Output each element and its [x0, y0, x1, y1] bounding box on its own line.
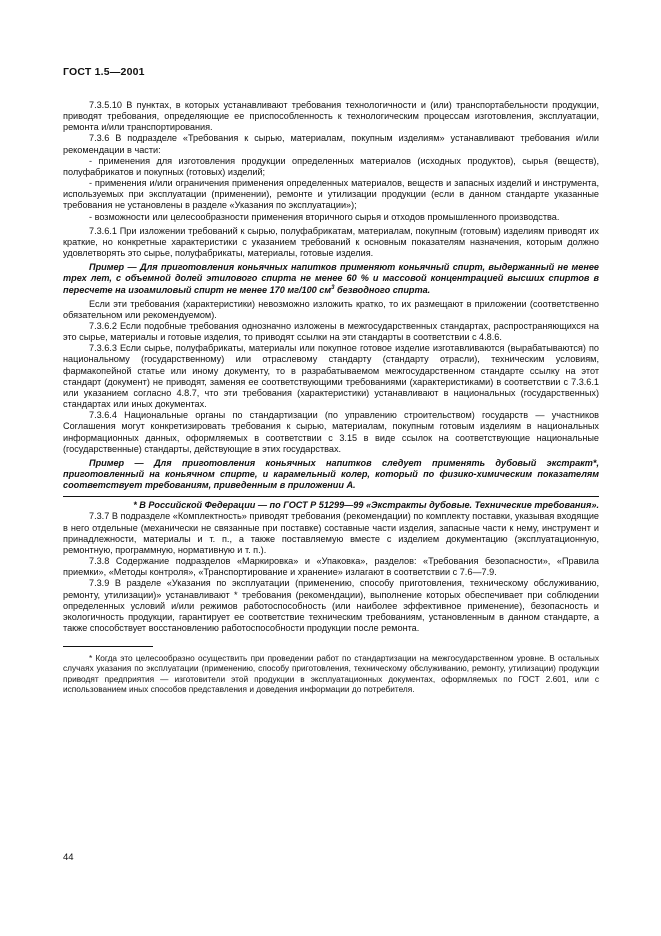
example-tail: безводного спирта. [334, 284, 431, 295]
document-body [63, 100, 599, 694]
paragraph: 7.3.5.10 В пунктах, в которых устанавливают требования технологичности и (или) транспортабельности продукции, приводят требования, определяющие ее приспособленность к технологическим процессам изготовления, эксплуатации, ремонта и/или транспортирования. [63, 100, 599, 133]
divider-line [63, 496, 599, 497]
list-item: - возможности или целесообразности применения вторичного сырья и отходов промышленного производства. [89, 211, 560, 222]
example-text: Пример — Для приготовления коньячных напитков применяют коньячный спирт, выдержанный не менее трех лет, с объемной долей этилового спирта не менее 60 % и массовой концентрацией высших спиртов в пересчете на изоамиловый спирт не менее 170 мг/100 см [63, 262, 599, 295]
paragraph: 7.3.9 В разделе «Указания по эксплуатации (применению, способу приготовления, техническому обслуживанию, ремонту, утилизации)» устанавливают * требования (рекомендации), выполнение которых обеспечивает при соблюдении определенных условий и/или режимов работоспособность (или наиболее эффективное применение), безопасность и экологичность продукции, гарантирует ее соответствие техническим требованиям, установленным в данном стандарте, а также способствует восстановлению работоспособности продукции после ремонта. [63, 578, 599, 634]
page-number: 44 [63, 852, 74, 863]
footnote [63, 653, 599, 694]
example-block [63, 262, 599, 295]
list-item: - применения и/или ограничения применения определенных материалов, веществ и запасных изделий и инструмента, используемых при эксплуатации (применении), ремонте и утилизации продукции (если в данном стандарте указанные требования не установлены в разделе «Указания по эксплуатации»); [63, 178, 599, 211]
list-item: - применения для изготовления продукции определенных материалов (исходных продуктов), сырья (веществ), полуфабрикатов и покупных (готовых) изделий; [63, 155, 599, 177]
paragraph: Если эти требования (характеристики) невозможно изложить кратко, то их размещают в приложении (соответственно обязательном или рекомендуемом). [63, 298, 599, 320]
paragraph: 7.3.6.3 Если сырье, полуфабрикаты, материалы или покупное готовое изделие изготавливаются (вырабатываются) по национальному (государственному) или отраслевому стандарту (стандарту отрасли), техническим условиям, фармакопейной статье или иному документу, то в разрабатываемом межгосударственном стандарте ссылку на этот стандарт (документ) не приводят, заменяя ее соответствующими требованиями (характеристиками) в соответствии с 7.3.6.1 или указанием согласно 4.8.7, что эти требования (характеристики) устанавливают в национальных (государственных) стандартах или иных документах. [63, 343, 599, 410]
paragraph: 7.3.6.1 При изложении требований к сырью, полуфабрикатам, материалам, покупным (готовым) изделиям приводят их краткие, но конкретные характеристики с указанием требований к основным показателям назначения, которым должно удовлетворять это сырье, полуфабрикаты, материалы, готовые изделия. [63, 225, 599, 259]
example-superscript: 3 [331, 284, 335, 291]
example-block: Пример — Для приготовления коньячных напитков следует применять дубовый экстракт*, приготовленный на коньячном спирте, и карамельный колер, который по физико-химическим показателям соответствует требованиям, приведенным в приложении А. [63, 457, 599, 491]
paragraph: 7.3.6 В подразделе «Требования к сырью, материалам, покупным изделиям» устанавливают требования и/или рекомендации в части: [63, 133, 599, 155]
paragraph: 7.3.8 Содержание подразделов «Маркировка» и «Упаковка», разделов: «Требования безопасности», «Правила приемки», «Методы контроля», «Транспортирование и хранение» излагают в соответствии с 7.6—7.9. [63, 556, 599, 578]
paragraph: 7.3.6.2 Если подобные требования однозначно изложены в межгосударственных стандартах, распространяющихся на это сырье, материалы и готовые изделия, то приводят ссылки на эти стандарты в соответствии с 4.8.6. [63, 320, 599, 343]
paragraph: 7.3.6.4 Национальные органы по стандартизации (по управлению строительством) государств — участников Соглашения могут конкретизировать требования к сырью, материалам, покупным готовым изделиям в национальных информационных данных, оформляемых в соответствии с 3.15 в виде ссылок на соответствующие национальные (государственные) стандарты, действующие в этих государствах. [63, 410, 599, 454]
footnote-text: * Когда это целесообразно осуществить при проведении работ по стандартизации на межгосударственном уровне. В остальных случаях указания по эксплуатации (применению, способу приготовления, техническому обслуживанию, ремонту, утилизации) продукции приводят предприятия — изготовители этой продукции в эксплуатационных документах, оформляемых по ГОСТ 2.601, или с использованием иных способов представления и доведения информации до потребителя. [63, 653, 599, 695]
paragraph: 7.3.7 В подразделе «Комплектность» приводят требования (рекомендации) по комплекту поставки, указывая входящие в него отдельные (механически не связанные при поставке) составные части изделия, запасные части к нему, инструмент и принадлежности, материалы и т. п., а также поставляемую вместе с изделием документацию (эксплуатационную, ремонтную, программную, нормативную и т. п.). [63, 511, 599, 555]
inline-footnote: * В Российской Федерации — по ГОСТ Р 51299—99 «Экстракты дубовые. Технические требования». [133, 500, 599, 511]
footnote-divider [63, 646, 153, 647]
page-header: ГОСТ 1.5—2001 [63, 66, 145, 78]
